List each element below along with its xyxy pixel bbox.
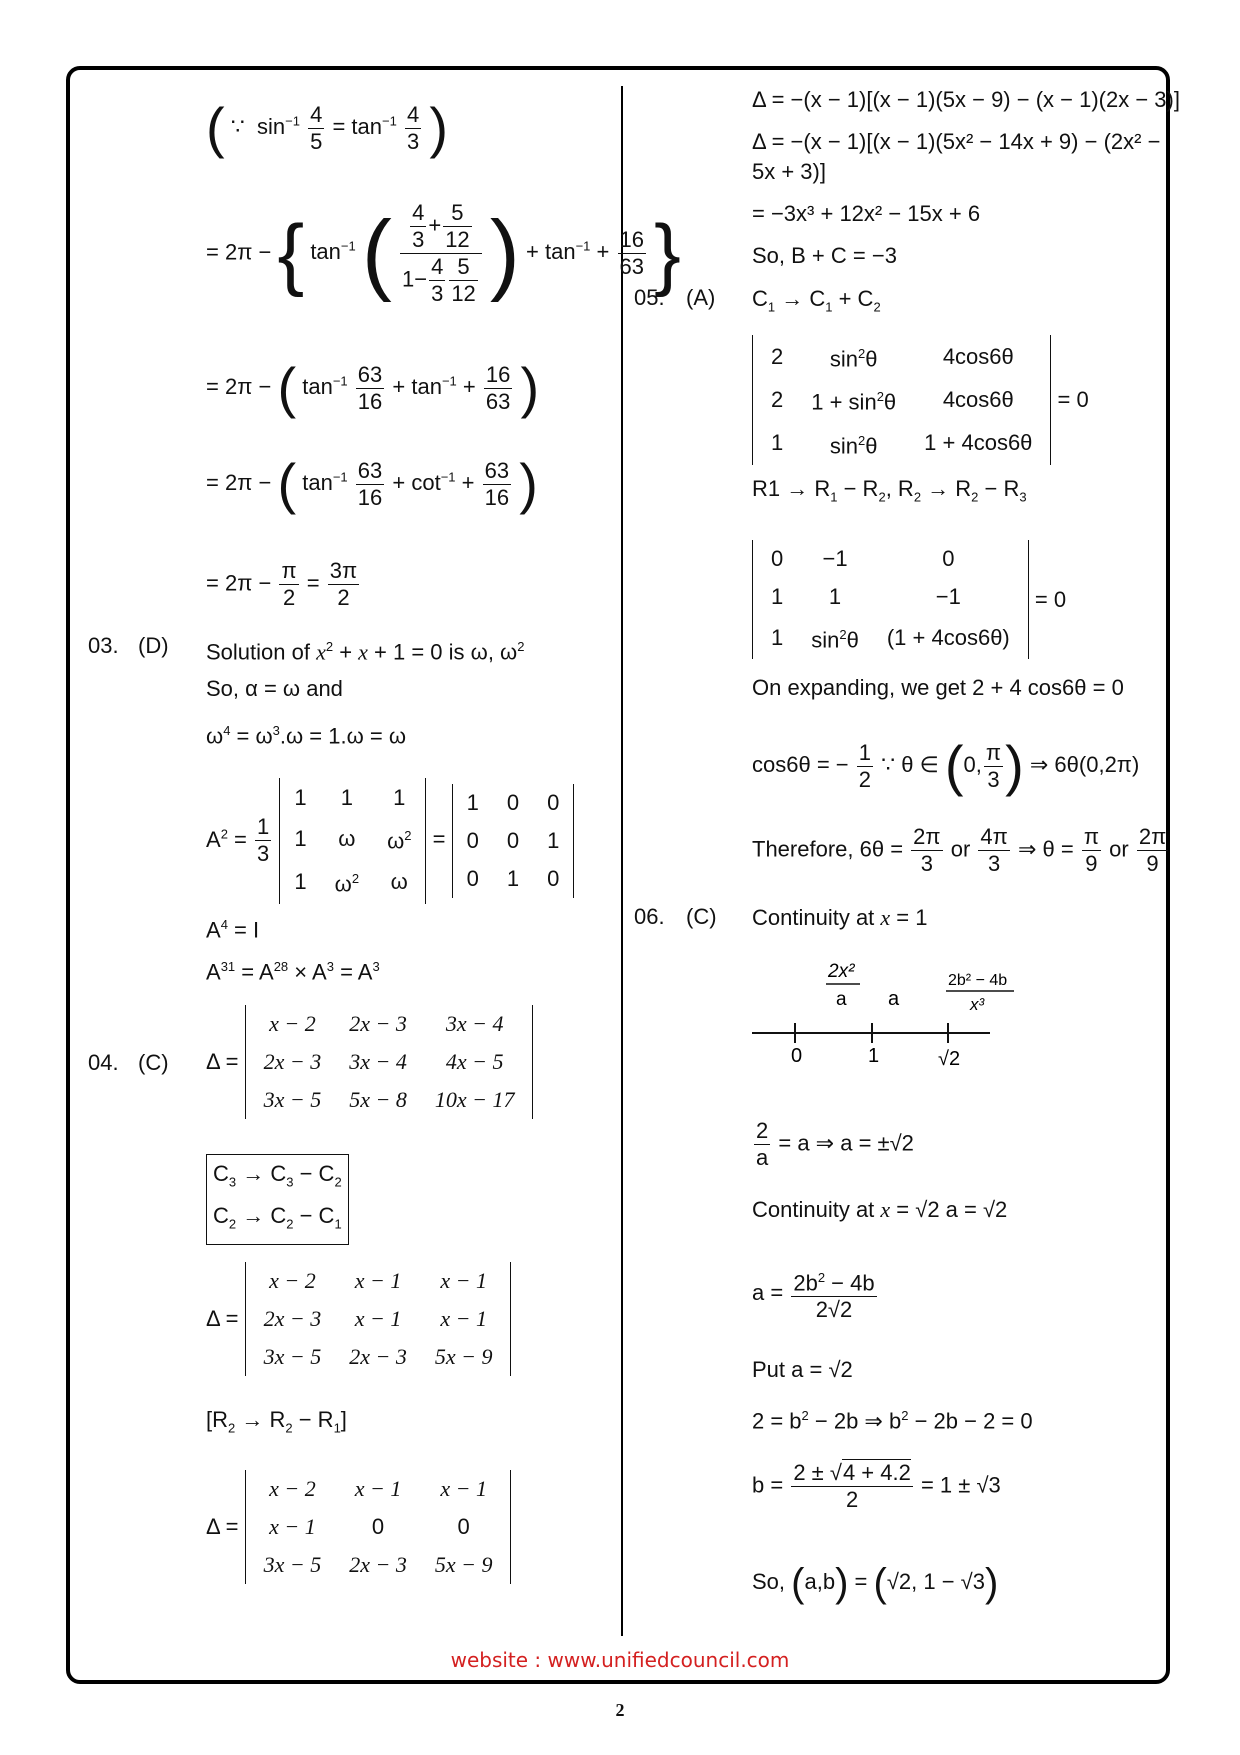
q04-cont-line1: Δ = −(x − 1)[(x − 1)(5x − 9) − (x − 1)(2x − 3)]	[752, 87, 1180, 112]
q03-matrix-eq: $A^2$ = $\frac{1}{3}$ 1 1 1 1 ω $\omega^2$ 1 $\omega^2$ ω = 1 0 0 0 0 1 0 1 0	[206, 778, 574, 904]
tick-label-0: 0	[791, 1045, 803, 1067]
q06-option: (C)	[686, 904, 717, 929]
q06-line5: Put a = √2	[752, 1357, 853, 1382]
q06-line1: Continuity at x = 1	[752, 905, 928, 930]
q05-number: 05.	[634, 285, 665, 310]
q04-row-op: $[R_2 \to R_2 - R_1]$	[206, 1407, 347, 1436]
q03-line2: So, α = ω and	[206, 676, 343, 701]
q06-line6: $2 = b^2 - 2b$ ⇒ $b^2 - 2b - 2 = 0$	[752, 1408, 1033, 1434]
seg3-num: 2b² − 4b	[948, 972, 1008, 989]
q03-line3: $\omega^4 = \omega^3.\omega = 1.\omega = \omega$	[206, 723, 407, 749]
q06-line7: b = $\frac{2 \pm √4 + 4.2}{2}$ = 1 ± √3	[752, 1460, 1001, 1512]
seg1-den: a	[836, 989, 847, 1010]
q06-line4: a = $\frac{2b^2 - 4b}{2√2}$	[752, 1265, 879, 1323]
q06-line2: $\frac{2}{a}$ = a ⇒ a = ±√2	[756, 1118, 914, 1170]
seg2: a	[888, 988, 900, 1010]
q05-line1: $C_1 \to C_1 + C_2$	[752, 286, 881, 315]
q05-row-ops: $R1 \to R_1 - R_2$, $R_2 \to R_2 - R_3$	[752, 476, 1027, 505]
q06-line3: Continuity at x = √2 a = √2	[752, 1197, 1008, 1222]
q03-option: (D)	[138, 633, 169, 658]
tick-label-sqrt2: √2	[938, 1048, 961, 1070]
q04-number: 04.	[88, 1050, 119, 1075]
q04-cont-line4: So, B + C = −3	[752, 243, 897, 268]
column-divider	[621, 86, 623, 1636]
q04-option: (C)	[138, 1050, 169, 1075]
q04-cont-line3: = −3x³ + 12x² − 15x + 6	[752, 201, 981, 226]
website-footer: website : www.unifiedcouncil.com	[450, 1648, 790, 1672]
q05-therefore: Therefore, 6θ = $\frac{2\pi}{3}$ or $\frac{4\pi}{3}$ ⇒ θ = $\frac{\pi}{9}$ or $\frac{2\pi}{9}$	[752, 824, 1167, 876]
q04-det3: Δ = x − 2 x − 1 x − 1 x − 1 0 0 3x − 5 2x − 3 5x − 9	[206, 1470, 511, 1584]
q03-a31: $A^{31} = A^{28} \times A^3 = A^3$	[206, 959, 380, 985]
q04-det1: Δ = x − 2 2x − 3 3x − 4 2x − 3 3x − 4 4x − 5 3x − 5 5x − 8 10x − 17	[206, 1005, 533, 1119]
tick-label-1: 1	[868, 1045, 880, 1067]
q05-option: (A)	[686, 285, 716, 310]
q05-expand: On expanding, we get 2 + 4 cos6θ = 0	[752, 675, 1124, 700]
q04-det2: Δ = x − 2 x − 1 x − 1 2x − 3 x − 1 x − 1 3x − 5 2x − 3 5x − 9	[206, 1262, 511, 1376]
q05-det2: 0 −1 0 1 1 −1 1 $\sin^2\theta$ (1 + 4cos6θ) = 0	[752, 540, 1066, 659]
q04-column-ops: $C_3 \to C_3 - C_2$ $C_2 \to C_2 - C_1$	[206, 1154, 349, 1245]
q04-cont-line2b: 5x + 3)]	[752, 159, 826, 184]
q02-step1: = 2π − { $\tan^{-1}$ ( $\frac{4}{3}$ + $\frac{5}{12}$ 1− $\frac{4}{3}$ $\frac{5}{12}$ ) + $\tan^{-1}$ + $\frac{16}{63}$ }	[206, 200, 681, 306]
q06-number-line	[748, 955, 1028, 1075]
q06-line8: So, (a,b) = (√2, 1 − √3)	[752, 1561, 999, 1605]
q05-cos: cos6θ = − $\frac{1}{2}$ ∵ θ ∈ (0, $\frac{\pi}{3}$ ) ⇒ 6θ(0,2π)	[752, 734, 1140, 797]
q05-det1: 2 $\sin^2\theta$ 4cos6θ 2 $1 + \sin^2\theta$ 4cos6θ 1 $\sin^2\theta$ 1 + 4cos6θ = 0	[752, 335, 1089, 465]
q02-step4: = 2π − $\frac{\pi}{2}$ = $\frac{3\pi}{2}$	[206, 558, 358, 610]
q02-step3: = 2π − ( $\tan^{-1}$ $\frac{63}{16}$ + $\cot^{-1}$ + $\frac{63}{16}$ )	[206, 452, 538, 515]
q03-number: 03.	[88, 633, 119, 658]
page-number: 2	[615, 1700, 625, 1720]
q06-number: 06.	[634, 904, 665, 929]
q04-cont-line2a: Δ = −(x − 1)[(x − 1)(5x² − 14x + 9) − (2x² −	[752, 129, 1161, 154]
q02-hint: ( ∵ $\sin^{-1}$ $\frac{4}{5}$ = $\tan^{-1}$ $\frac{4}{3}$ )	[206, 96, 448, 159]
seg3-den: x³	[970, 995, 985, 1014]
q03-a4: $A^4 = I$	[206, 917, 260, 943]
q02-step2: = 2π − ( $\tan^{-1}$ $\frac{63}{16}$ + $\tan^{-1}$ + $\frac{16}{63}$ )	[206, 356, 540, 419]
seg1-num: 2x²	[828, 961, 855, 982]
q03-line1: Solution of $x^2 + x + 1 = 0$ is ω, $\omega^2$	[206, 639, 525, 665]
